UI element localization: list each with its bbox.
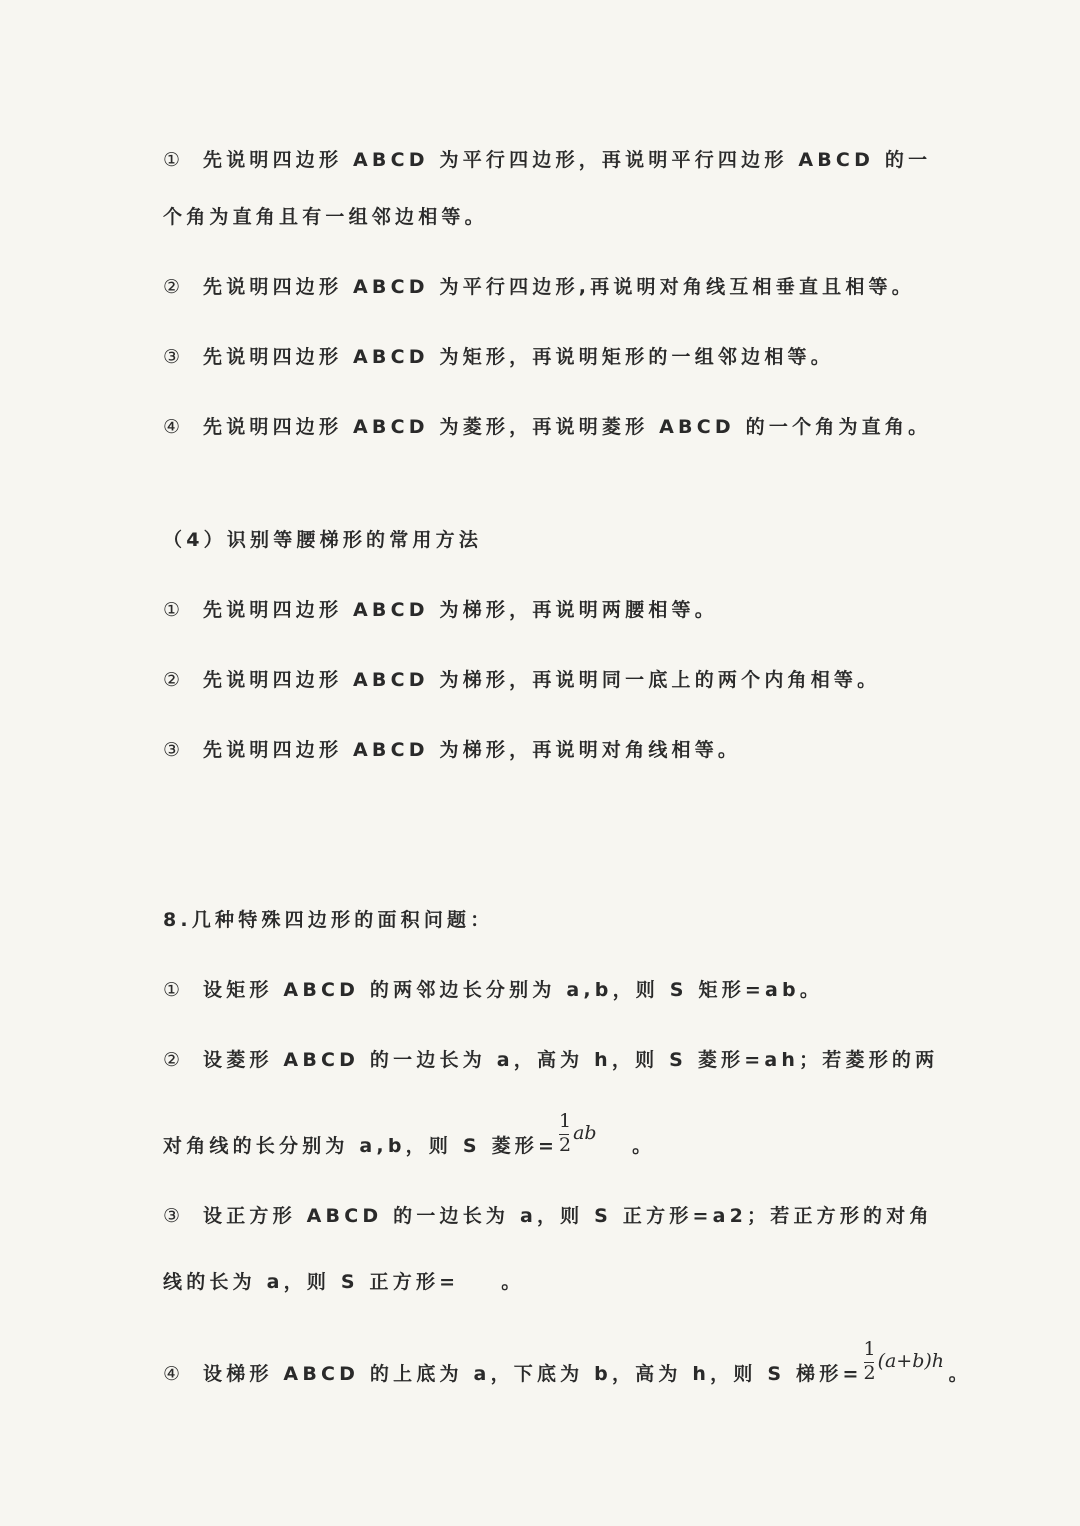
- area-item-2-text-b: 对角线的长分别为 a,b，则 S 菱形=: [163, 1135, 559, 1157]
- trap-method-1: [163, 598, 718, 622]
- rect-method-2-text: 先说明四边形 ABCD 为平行四边形,再说明对角线互相垂直且相等。: [203, 276, 915, 298]
- circled-number-1: ①: [163, 599, 181, 621]
- rect-method-1-text-b: 个角为直角且有一组邻边相等。: [163, 206, 488, 228]
- area-item-4-text: 设梯形 ABCD 的上底为 a，下底为 b，高为 h，则 S 梯形=: [203, 1363, 863, 1385]
- area-item-3-line-1: [163, 1204, 933, 1228]
- circled-number-1: ①: [163, 149, 181, 171]
- area-item-2-line-2: [163, 1109, 656, 1158]
- circled-number-2: ②: [163, 276, 181, 298]
- area-item-3-text-b: 线的长为 a，则 S 正方形=: [163, 1271, 460, 1293]
- circled-number-2: ②: [163, 1049, 181, 1071]
- circled-number-3: ③: [163, 1205, 181, 1227]
- area-item-2-end: 。: [632, 1135, 656, 1157]
- area-item-4-end: 。: [948, 1363, 972, 1385]
- trap-method-2: [163, 668, 880, 692]
- fraction-numerator: 1: [863, 1337, 876, 1360]
- circled-number-2: ②: [163, 669, 181, 691]
- rect-method-1-line-2: [163, 205, 488, 229]
- rect-method-4-text: 先说明四边形 ABCD 为菱形，再说明菱形 ABCD 的一个角为直角。: [203, 416, 932, 438]
- area-item-2-text-a: 设菱形 ABCD 的一边长为 a，高为 h，则 S 菱形=ah；若菱形的两: [203, 1049, 939, 1071]
- circled-number-1: ①: [163, 979, 181, 1001]
- circled-number-3: ③: [163, 739, 181, 761]
- area-item-3-end: 。: [501, 1271, 525, 1293]
- trap-heading-text: （4）识别等腰梯形的常用方法: [163, 529, 483, 551]
- rect-method-1-line-1: [163, 148, 931, 172]
- fraction-term: ab: [573, 1121, 597, 1144]
- trap-method-3: [163, 738, 741, 762]
- rect-method-3: [163, 345, 834, 369]
- trap-method-1-text: 先说明四边形 ABCD 为梯形，再说明两腰相等。: [203, 599, 718, 621]
- area-item-2-line-1: [163, 1048, 938, 1072]
- fraction-numerator: 1: [559, 1109, 572, 1132]
- circled-number-4: ④: [163, 1363, 181, 1385]
- area-item-1-text: 设矩形 ABCD 的两邻边长分别为 a,b，则 S 矩形=ab。: [203, 979, 824, 1001]
- fraction-term: (a+b)h: [877, 1349, 945, 1372]
- rect-method-1-text-a: 先说明四边形 ABCD 为平行四边形，再说明平行四边形 ABCD 的一: [203, 149, 932, 171]
- area-heading-text: 8.几种特殊四边形的面积问题：: [163, 909, 494, 931]
- trap-method-2-text: 先说明四边形 ABCD 为梯形，再说明同一底上的两个内角相等。: [203, 669, 881, 691]
- rect-method-4: [163, 415, 931, 439]
- area-section-heading: [163, 908, 493, 932]
- circled-number-3: ③: [163, 346, 181, 368]
- area-item-3-line-2: [163, 1270, 524, 1294]
- circled-number-4: ④: [163, 416, 181, 438]
- area-item-1: [163, 978, 823, 1002]
- area-item-4: [163, 1337, 972, 1386]
- rect-method-3-text: 先说明四边形 ABCD 为矩形，再说明矩形的一组邻边相等。: [203, 346, 834, 368]
- trap-method-3-text: 先说明四边形 ABCD 为梯形，再说明对角线相等。: [203, 739, 742, 761]
- rect-method-2: [163, 275, 915, 299]
- area-item-3-text-a: 设正方形 ABCD 的一边长为 a，则 S 正方形=a2；若正方形的对角: [203, 1205, 933, 1227]
- trap-section-heading: [163, 528, 482, 552]
- fraction-denominator: 2: [863, 1361, 876, 1384]
- fraction-denominator: 2: [559, 1133, 572, 1156]
